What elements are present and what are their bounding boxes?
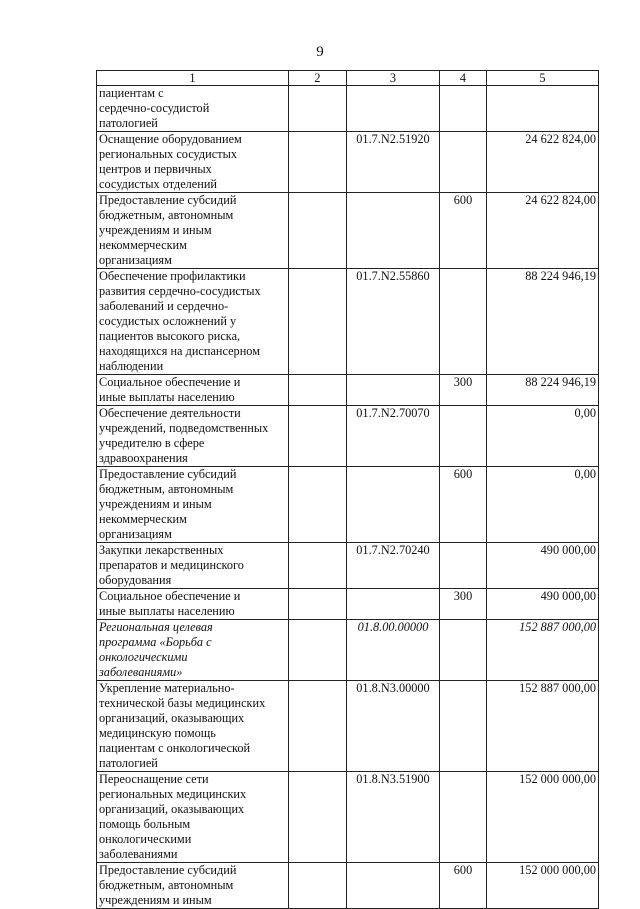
row-col2	[289, 193, 347, 269]
row-name-text: Предоставление субсидий бюджетным, автономным учреждениям и иным	[99, 863, 237, 907]
row-code: 01.8.00.00000	[347, 620, 440, 681]
row-code	[347, 863, 440, 909]
page-number: 9	[316, 44, 324, 60]
row-name	[97, 589, 289, 620]
row-amount: 24 622 824,00	[487, 193, 599, 269]
row-name	[97, 863, 289, 909]
row-code: 01.7.N2.51920	[347, 132, 440, 193]
budget-table	[96, 70, 599, 909]
row-type	[440, 86, 487, 132]
row-amount: 152 000 000,00	[487, 772, 599, 863]
table-row	[97, 543, 599, 589]
row-name-text: Региональная целевая программа «Борьба с онкологическими заболеваниями»	[99, 620, 213, 679]
row-col2	[289, 406, 347, 467]
row-name-text: Переоснащение сети региональных медицинских организаций, оказывающих помощь больным онкологическими заболеваниями	[99, 772, 247, 861]
row-name-text: Обеспечение профилактики развития сердечно-сосудистых заболеваний и сердечно-сосудистых осложнений у пациентов высокого риска, находящихся на диспансерном наблюдении	[99, 269, 261, 373]
row-col2	[289, 467, 347, 543]
row-type	[440, 772, 487, 863]
row-col2	[289, 269, 347, 375]
row-col2	[289, 86, 347, 132]
row-col2	[289, 863, 347, 909]
row-col2	[289, 620, 347, 681]
row-name	[97, 406, 289, 467]
row-code	[347, 589, 440, 620]
row-col2	[289, 772, 347, 863]
row-col2	[289, 543, 347, 589]
row-name	[97, 86, 289, 132]
row-col2	[289, 589, 347, 620]
table-row	[97, 193, 599, 269]
row-col2	[289, 375, 347, 406]
column-header-3: 3	[347, 71, 440, 86]
row-amount: 490 000,00	[487, 589, 599, 620]
row-type	[440, 132, 487, 193]
column-header-5: 5	[487, 71, 599, 86]
table-row	[97, 86, 599, 132]
row-code	[347, 375, 440, 406]
row-name	[97, 193, 289, 269]
row-name	[97, 467, 289, 543]
row-type	[440, 406, 487, 467]
row-type	[440, 620, 487, 681]
table-row	[97, 863, 599, 909]
row-amount: 88 224 946,19	[487, 269, 599, 375]
row-amount: 24 622 824,00	[487, 132, 599, 193]
row-name	[97, 772, 289, 863]
row-type: 300	[440, 589, 487, 620]
table-row	[97, 772, 599, 863]
row-name-text: Социальное обеспечение и иные выплаты населению	[99, 589, 241, 618]
row-code	[347, 467, 440, 543]
table-row	[97, 589, 599, 620]
row-type: 600	[440, 863, 487, 909]
column-header-1: 1	[97, 71, 289, 86]
column-header-2: 2	[289, 71, 347, 86]
table-row	[97, 375, 599, 406]
row-name	[97, 543, 289, 589]
row-code	[347, 193, 440, 269]
row-name	[97, 681, 289, 772]
row-name-text: Обеспечение деятельности учреждений, подведомственных учредителю в сфере здравоохранения	[99, 406, 269, 465]
row-name-text: Закупки лекарственных препаратов и медицинского оборудования	[99, 543, 244, 587]
row-name-text: Оснащение оборудованием региональных сосудистых центров и первичных сосудистых отделений	[99, 132, 242, 191]
row-amount: 152 887 000,00	[487, 620, 599, 681]
table-row	[97, 406, 599, 467]
row-name-text: Предоставление субсидий бюджетным, автономным учреждениям и иным некоммерческим организациям	[99, 467, 237, 541]
row-name-text: Социальное обеспечение и иные выплаты населению	[99, 375, 241, 404]
column-header-4: 4	[440, 71, 487, 86]
row-type: 600	[440, 467, 487, 543]
row-type: 600	[440, 193, 487, 269]
row-amount: 88 224 946,19	[487, 375, 599, 406]
row-type	[440, 269, 487, 375]
row-type: 300	[440, 375, 487, 406]
row-code: 01.7.N2.70240	[347, 543, 440, 589]
row-name	[97, 269, 289, 375]
row-name-text: Предоставление субсидий бюджетным, автономным учреждениям и иным некоммерческим организациям	[99, 193, 237, 267]
row-name-text: Укрепление материально-технической базы медицинских организаций, оказывающих медицинскую помощь пациентам с онкологической патологией	[99, 681, 266, 770]
row-code: 01.7.N2.70070	[347, 406, 440, 467]
header-row	[97, 71, 599, 86]
row-amount: 152 000 000,00	[487, 863, 599, 909]
row-type	[440, 543, 487, 589]
row-code: 01.8.N3.00000	[347, 681, 440, 772]
row-name	[97, 132, 289, 193]
row-type	[440, 681, 487, 772]
table-row	[97, 467, 599, 543]
row-code: 01.8.N3.51900	[347, 772, 440, 863]
row-name-text: пациентам с сердечно-сосудистой патологией	[99, 86, 210, 130]
table-row	[97, 681, 599, 772]
row-name	[97, 620, 289, 681]
row-amount	[487, 86, 599, 132]
row-amount: 490 000,00	[487, 543, 599, 589]
table-row	[97, 620, 599, 681]
row-col2	[289, 681, 347, 772]
row-code	[347, 86, 440, 132]
table-row	[97, 269, 599, 375]
table-body	[97, 86, 599, 909]
row-name	[97, 375, 289, 406]
row-amount: 152 887 000,00	[487, 681, 599, 772]
row-amount: 0,00	[487, 467, 599, 543]
row-col2	[289, 132, 347, 193]
row-amount: 0,00	[487, 406, 599, 467]
table-row	[97, 132, 599, 193]
row-code: 01.7.N2.55860	[347, 269, 440, 375]
